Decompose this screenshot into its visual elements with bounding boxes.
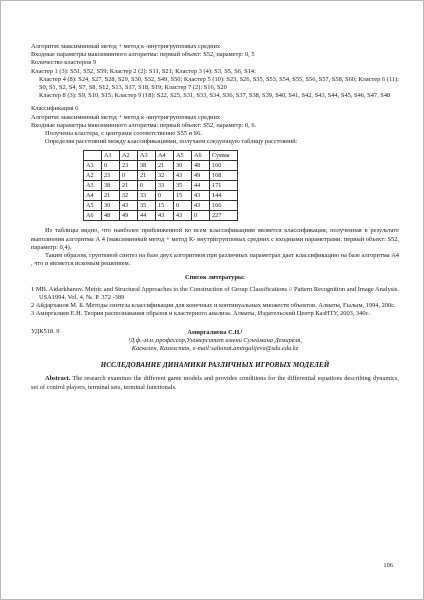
input-params-line: Входные параметры максиминного алгоритма: первый объект: S52, параметр: 0, 6. — [31, 121, 257, 129]
author-affiliation: ¹Д.ф.-м.н.,профессор,Университет имени Сулеймана Демиреля, — [128, 336, 302, 344]
reference-item: 2 Айдарханов М. Б. Методы синтеза классификации для конечных и континуальных множеств объектов. Алматы, Ғылым, 1994, 200с. — [31, 302, 396, 310]
table-cell: 44 — [138, 211, 156, 221]
page-content — [31, 43, 399, 392]
table-cell: 30 — [174, 161, 192, 171]
table-cell: 32 — [120, 191, 138, 201]
table-cell: 43 — [192, 191, 210, 201]
table-cell: 44 — [192, 181, 210, 191]
table-cell: 0 — [192, 211, 210, 221]
cluster-count-line: Количество кластеров 9 — [31, 59, 97, 67]
table-cell: 49 — [120, 211, 138, 221]
table-header-cell: A4 — [156, 151, 174, 161]
classification-heading: Классификация 6 — [31, 105, 79, 113]
distance-intro: Определяя расстояний между классификациями, получаем следующую таблицу расстояний: — [45, 138, 298, 146]
table-cell: 49 — [192, 171, 210, 181]
table-row — [84, 211, 238, 221]
table-cell: 23 — [120, 161, 138, 171]
author-affiliation-email: Каскелен, Казахстан, e-mail:saltanat.amirgalijeva@sdu.edu.kz — [131, 345, 299, 353]
table-header-cell — [84, 151, 102, 161]
table-row — [84, 181, 238, 191]
table-header-cell: Сумма — [210, 151, 238, 161]
table-cell: 38 — [138, 161, 156, 171]
table-header-cell: A1 — [102, 151, 120, 161]
table-conclusion: Из таблицы видно, что наиболее приближенной ко всем классификациям является классификация, полученная в результате выполнения алгоритма А 4 (максиминный метод + метод К- внутригрупповых средних с входными параметрами: первый объект: S52, параметр: 0,4). — [31, 227, 399, 251]
table-cell: 0 — [120, 171, 138, 181]
table-cell: 0 — [138, 181, 156, 191]
table-cell: 32 — [156, 171, 174, 181]
table-header-cell: A5 — [174, 151, 192, 161]
table-cell: 0 — [174, 201, 192, 211]
table-cell: 48 — [102, 211, 120, 221]
table-cell: 227 — [210, 211, 238, 221]
udc-code: УДК518. 9 — [31, 328, 60, 336]
clusters-result-line: Получены кластера, с центрами соответственно S55 и S6. — [45, 130, 202, 138]
table-cell: 43 — [174, 211, 192, 221]
algorithm-line: Алгоритм: максиминный метод + метод к -внутригрупповых средних — [31, 113, 221, 121]
table-row — [84, 201, 238, 211]
table-row — [84, 171, 238, 181]
table-cell: 21 — [156, 161, 174, 171]
table-cell: 21 — [138, 171, 156, 181]
cluster-line: Кластер 1 (3): S51, S52, S59; Кластер 2 (2): S11, S21; Кластер 3 (4): S3, S5, S6, S14; — [31, 67, 256, 75]
table-header-cell: A3 — [138, 151, 156, 161]
table-row — [84, 161, 238, 171]
abstract — [31, 375, 399, 391]
table-header-row — [84, 151, 238, 161]
table-row — [84, 191, 238, 201]
table-cell: 43 — [156, 211, 174, 221]
table-cell: 171 — [210, 181, 238, 191]
table-cell: 38 — [102, 181, 120, 191]
references-title: Список литературы: — [184, 274, 246, 282]
table-cell: 0 — [156, 191, 174, 201]
table-cell: A5 — [84, 201, 102, 211]
table-cell: A3 — [84, 181, 102, 191]
table-cell: A2 — [84, 171, 102, 181]
table-cell: 30 — [102, 201, 120, 211]
table-cell: 15 — [174, 191, 192, 201]
table-cell: 0 — [102, 161, 120, 171]
table-cell: 43 — [192, 201, 210, 211]
author-name: Амиргалиева С.Н.¹ — [187, 328, 243, 336]
table-cell: 168 — [210, 171, 238, 181]
page-number: 106 — [383, 562, 393, 569]
table-cell: 23 — [102, 171, 120, 181]
distance-table — [83, 150, 238, 221]
table-cell: 33 — [156, 181, 174, 191]
cluster-line: Кластер 8 (3): S9, S10, S15; Кластер 9 (18): S22, S25, S31, S33, S34, S36, S37, S38, S39, S40, S41, S42, S43, S44, S45, S46, S47, S48 — [39, 92, 391, 100]
abstract-text: The research examines the different game models and provides conditions for the differential equations describing dynamics, set of control players, terminal sets, terminal functionals. — [31, 375, 399, 391]
table-cell: 21 — [102, 191, 120, 201]
table-cell: 35 — [174, 181, 192, 191]
reference-item: 1 MB. Aidarkhanov. Metric and Structural Approaches to the Construction of Group Classifications // Pattern Recognition and Image Analysis. USA1994. Vol. 4, №. P. 372 -389 — [31, 285, 399, 301]
abstract-label: Abstract. — [45, 375, 71, 383]
input-params-line: Входные параметры максиминного алгоритма: первый объект: S52, параметр: 0, 5 — [31, 51, 255, 59]
table-cell: 33 — [138, 191, 156, 201]
cluster-line: Кластер 4 (8): S24, S27, S28, S29, S30, S32, S49, S50; Кластер 5 (10): S23, S26, S35, S53, S54, S55, S56, S57, S58, S60; Кластер 6 (11): S0, S1, S2, S4, S7, S8, S12, S13, S17, S18, S19; Кластер 7 (2): S16, S20 — [39, 75, 399, 92]
table-cell: 43 — [120, 201, 138, 211]
algorithm-line: Алгоритм: максиминный метод + метод к -внутригрупповых средних — [31, 43, 221, 50]
table-cell: A6 — [84, 211, 102, 221]
article-title: ИССЛЕДОВАНИЕ ДИНАМИКИ РАЗЛИЧНЫХ ИГРОВЫХ МОДЕЛЕЙ — [100, 361, 330, 370]
table-cell: 43 — [174, 171, 192, 181]
table-cell: 15 — [156, 201, 174, 211]
table-cell: 21 — [120, 181, 138, 191]
final-conclusion: Таким образом, групповой синтез на базе двух алгоритмов при различных параметрах дает классификацию на базе алгоритма А4 , что и является искомым решением. — [31, 252, 399, 268]
table-cell: A4 — [84, 191, 102, 201]
reference-item: 3 Амиргалиев Е.Н. Теория распознавания образов и кластерного анализа. Алматы, Издательский Центр КазНТУ, 2003, 340с. — [31, 310, 371, 318]
table-cell: A1 — [84, 161, 102, 171]
table-cell: 35 — [138, 201, 156, 211]
table-cell: 160 — [210, 161, 238, 171]
table-header-cell: A6 — [192, 151, 210, 161]
table-cell: 144 — [210, 191, 238, 201]
table-cell: 166 — [210, 201, 238, 211]
table-header-cell: A2 — [120, 151, 138, 161]
table-cell: 48 — [192, 161, 210, 171]
